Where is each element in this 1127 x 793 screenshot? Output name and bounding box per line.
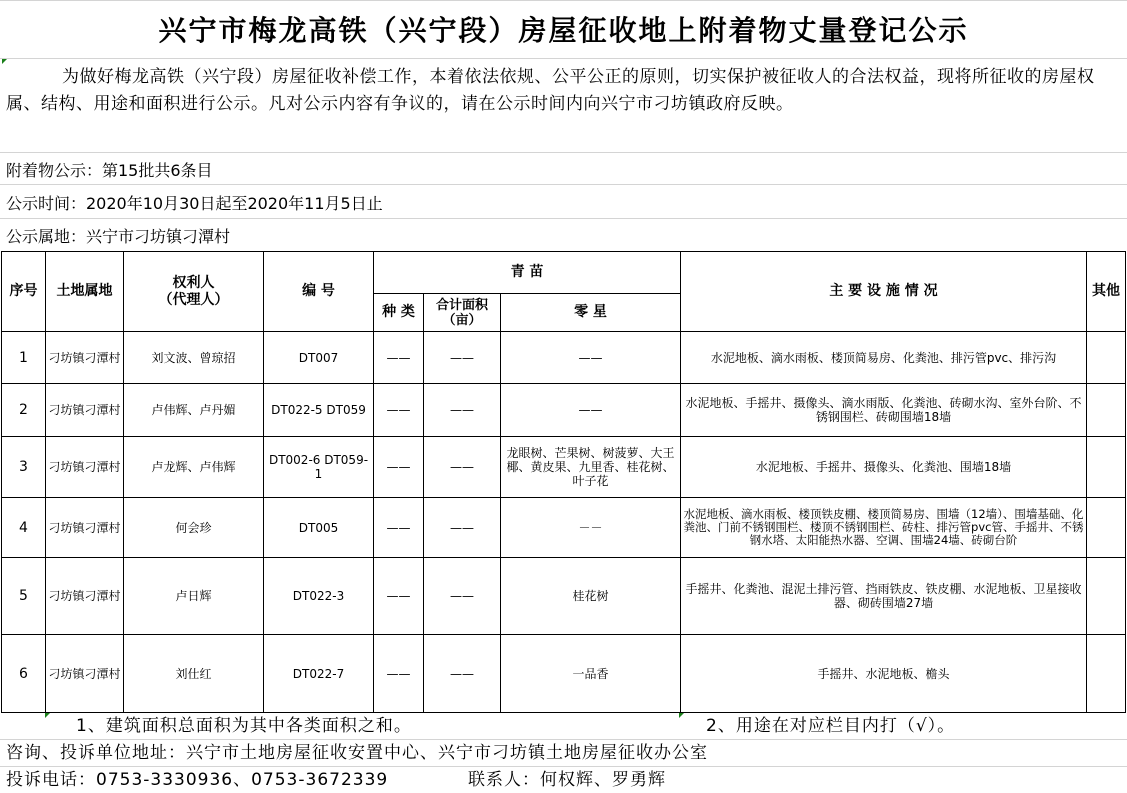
cell-crop-type: —— bbox=[374, 498, 424, 558]
cell-crop-type: —— bbox=[374, 384, 424, 437]
batch-info: 附着物公示：第15批共6条目 bbox=[6, 161, 213, 180]
cell-facilities: 水泥地板、手摇井、摄像头、化粪池、围墙18墙 bbox=[681, 437, 1087, 498]
table-row bbox=[2, 635, 1126, 713]
cell-seq: 3 bbox=[2, 437, 46, 498]
cell-land: 刁坊镇刁潭村 bbox=[46, 498, 124, 558]
table-row bbox=[2, 437, 1126, 498]
cell-crop-type: —— bbox=[374, 635, 424, 713]
cell-code: DT002-6 DT059-1 bbox=[264, 437, 374, 498]
cell-crop-type: —— bbox=[374, 558, 424, 635]
grid-line bbox=[0, 184, 1127, 185]
header-land: 土地属地 bbox=[46, 252, 124, 332]
table-row bbox=[2, 384, 1126, 437]
cell-owner: 刘仕红 bbox=[124, 635, 264, 713]
grid-line bbox=[0, 218, 1127, 219]
cell-owner: 何会珍 bbox=[124, 498, 264, 558]
cell-other bbox=[1087, 558, 1126, 635]
grid-line bbox=[0, 739, 1127, 740]
table-row bbox=[2, 332, 1126, 384]
cell-crop-area: —— bbox=[424, 384, 501, 437]
cell-facilities: 水泥地板、滴水雨板、楼顶简易房、化粪池、排污管pvc、排污沟 bbox=[681, 332, 1087, 384]
cell-crop-area: —— bbox=[424, 332, 501, 384]
cell-scattered: 一品香 bbox=[501, 635, 681, 713]
header-crop-area-main: 合计面积 bbox=[435, 297, 488, 313]
cell-crop-area: —— bbox=[424, 558, 501, 635]
grid-line bbox=[0, 766, 1127, 767]
header-scattered: 零 星 bbox=[501, 294, 681, 332]
table-row bbox=[2, 558, 1126, 635]
cell-land: 刁坊镇刁潭村 bbox=[46, 437, 124, 498]
cell-owner: 卢伟辉、卢丹媚 bbox=[124, 384, 264, 437]
cell-crop-area: —— bbox=[424, 635, 501, 713]
cell-other bbox=[1087, 384, 1126, 437]
header-owner-main: 权利人 bbox=[172, 274, 215, 291]
cell-other bbox=[1087, 437, 1126, 498]
cell-scattered: —— bbox=[501, 384, 681, 437]
grid-line bbox=[0, 152, 1127, 153]
header-seq: 序号 bbox=[2, 252, 46, 332]
cell-marker-icon bbox=[45, 713, 50, 718]
cell-seq: 1 bbox=[2, 332, 46, 384]
header-owner bbox=[124, 252, 264, 332]
cell-facilities: 水泥地板、手摇井、摄像头、滴水雨版、化粪池、砖砌水沟、室外台阶、不锈钢围栏、砖砌围墙18墙 bbox=[681, 384, 1087, 437]
cell-crop-type: —— bbox=[374, 332, 424, 384]
cell-crop-type: —— bbox=[374, 437, 424, 498]
cell-other bbox=[1087, 498, 1126, 558]
location-info: 公示属地：兴宁市刁坊镇刁潭村 bbox=[6, 227, 231, 246]
table-row bbox=[2, 498, 1126, 558]
cell-scattered: －－ bbox=[501, 498, 681, 558]
header-owner-sub: （代理人） bbox=[158, 291, 229, 308]
note-1: 1、建筑面积总面积为其中各类面积之和。 bbox=[76, 716, 412, 736]
contact-address: 咨询、投诉单位地址：兴宁市土地房屋征收安置中心、兴宁市刁坊镇土地房屋征收办公室 bbox=[6, 743, 708, 763]
cell-land: 刁坊镇刁潭村 bbox=[46, 558, 124, 635]
cell-code: DT022-7 bbox=[264, 635, 374, 713]
cell-marker-icon bbox=[679, 713, 684, 718]
header-code: 编 号 bbox=[264, 252, 374, 332]
cell-code: DT022-5 DT059 bbox=[264, 384, 374, 437]
intro-paragraph bbox=[6, 64, 1118, 118]
cell-seq: 5 bbox=[2, 558, 46, 635]
registration-table bbox=[1, 251, 1126, 713]
contact-phone: 投诉电话：0753-3330936、0753-3672339 bbox=[6, 770, 389, 790]
cell-code: DT007 bbox=[264, 332, 374, 384]
header-facilities: 主 要 设 施 情 况 bbox=[681, 252, 1087, 332]
header-crop-area bbox=[424, 294, 501, 332]
cell-scattered: 龙眼树、芒果树、树菠萝、大王椰、黄皮果、九里香、桂花树、叶子花 bbox=[501, 437, 681, 498]
cell-crop-area: —— bbox=[424, 437, 501, 498]
cell-facilities: 手摇井、化粪池、混泥土排污管、挡雨铁皮、铁皮棚、水泥地板、卫星接收器、砌砖围墙27墙 bbox=[681, 558, 1087, 635]
cell-scattered: 桂花树 bbox=[501, 558, 681, 635]
contact-person: 联系人：何权辉、罗勇辉 bbox=[468, 770, 666, 790]
cell-land: 刁坊镇刁潭村 bbox=[46, 384, 124, 437]
grid-line bbox=[0, 58, 1127, 59]
header-crop-type: 种 类 bbox=[374, 294, 424, 332]
cell-seq: 2 bbox=[2, 384, 46, 437]
cell-other bbox=[1087, 332, 1126, 384]
cell-owner: 刘文波、曾琼招 bbox=[124, 332, 264, 384]
cell-land: 刁坊镇刁潭村 bbox=[46, 635, 124, 713]
cell-land: 刁坊镇刁潭村 bbox=[46, 332, 124, 384]
header-crop-area-unit: （亩） bbox=[442, 312, 482, 328]
cell-facilities: 水泥地板、滴水雨板、楼顶铁皮棚、楼顶简易房、围墙（12墙）、围墙基础、化粪池、门前不锈钢围栏、楼顶不锈钢围栏、砖柱、排污管pvc管、手摇井、不锈钢水塔、太阳能热水器、空调、围墙24墙、砖砌台阶 bbox=[681, 498, 1087, 558]
cell-other bbox=[1087, 635, 1126, 713]
cell-owner: 卢日辉 bbox=[124, 558, 264, 635]
page-title: 兴宁市梅龙高铁（兴宁段）房屋征收地上附着物丈量登记公示 bbox=[158, 14, 969, 47]
cell-facilities: 手摇井、水泥地板、檐头 bbox=[681, 635, 1087, 713]
cell-owner: 卢龙辉、卢伟辉 bbox=[124, 437, 264, 498]
header-other: 其他 bbox=[1087, 252, 1126, 332]
cell-crop-area: —— bbox=[424, 498, 501, 558]
header-crops: 青 苗 bbox=[374, 252, 681, 294]
cell-seq: 6 bbox=[2, 635, 46, 713]
intro-text: 为做好梅龙高铁（兴宁段）房屋征收补偿工作，本着依法依规、公平公正的原则，切实保护被征收人的合法权益，现将所征收的房屋权属、结构、用途和面积进行公示。凡对公示内容有争议的，请在公示时间内向兴宁市刁坊镇政府反映。 bbox=[6, 67, 1095, 114]
cell-code: DT022-3 bbox=[264, 558, 374, 635]
cell-scattered: —— bbox=[501, 332, 681, 384]
period-info: 公示时间：2020年10月30日起至2020年11月5日止 bbox=[6, 194, 383, 213]
cell-seq: 4 bbox=[2, 498, 46, 558]
cell-code: DT005 bbox=[264, 498, 374, 558]
note-2: 2、用途在对应栏目内打（√）。 bbox=[706, 716, 956, 736]
